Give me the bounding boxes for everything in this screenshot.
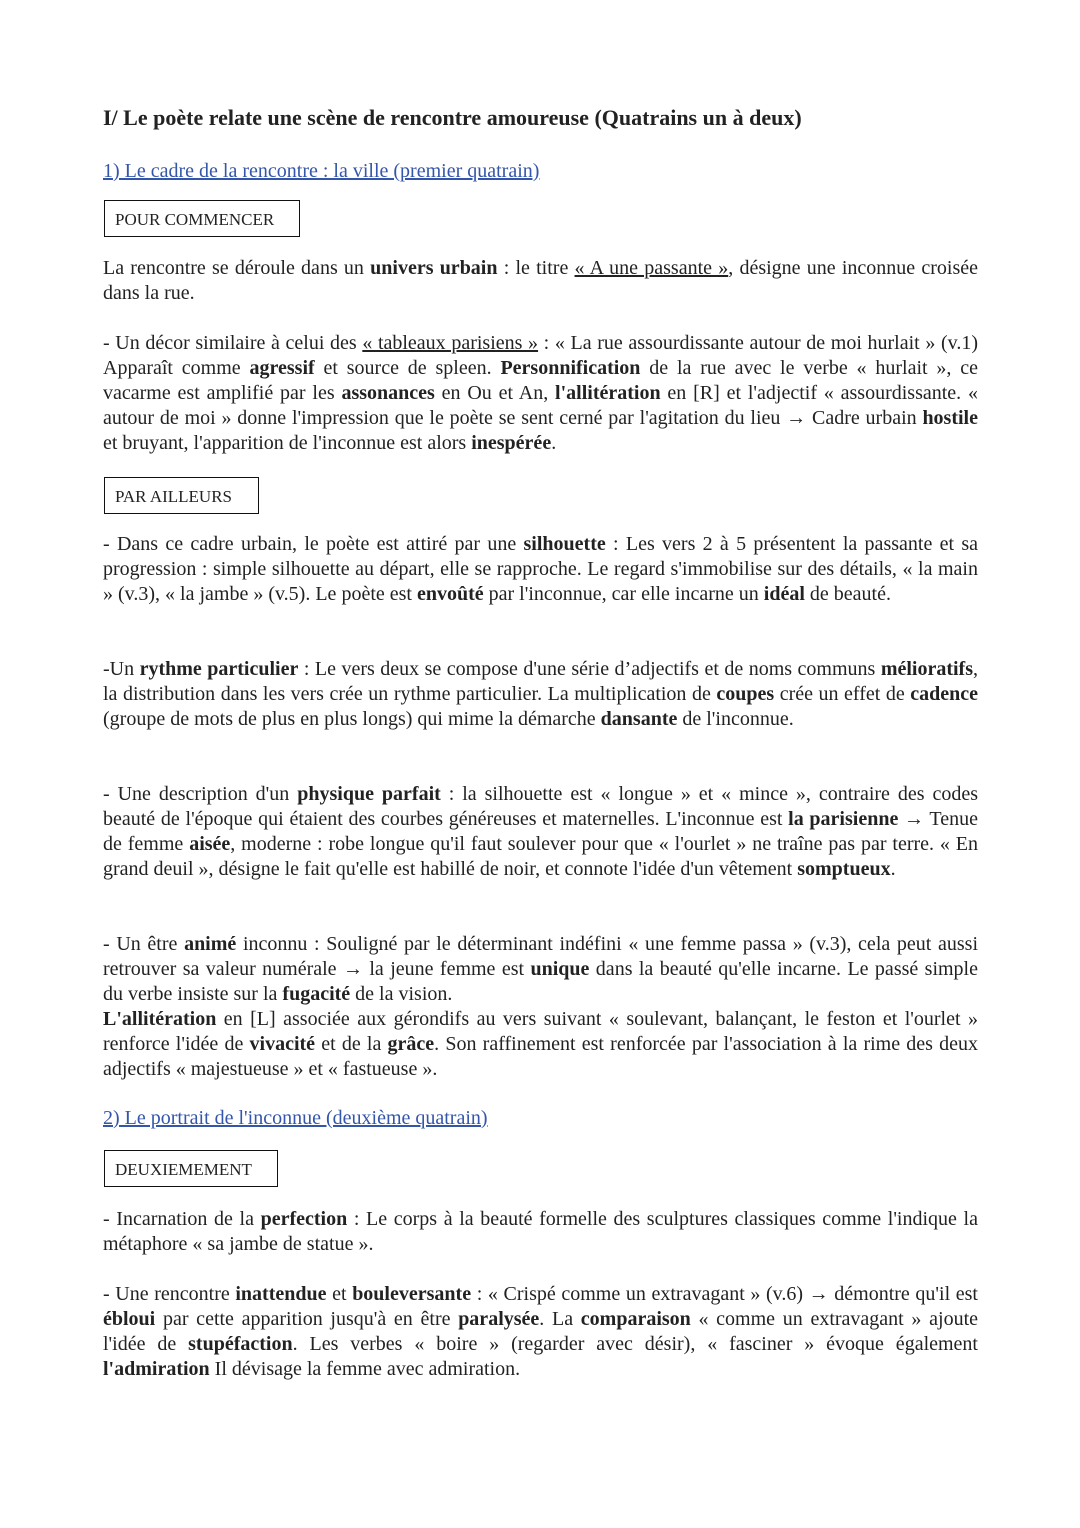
main-heading: I/ Le poète relate une scène de rencontre amoureuse (Quatrains un à deux) <box>103 105 802 130</box>
text-segment: - Une description d'un <box>103 783 298 805</box>
text-segment: crée un effet de <box>774 683 911 705</box>
text-segment: et source de spleen. <box>314 357 501 379</box>
text-segment: inespérée <box>471 432 552 454</box>
text-segment: Il dévisage la femme avec admiration. <box>209 1358 521 1380</box>
text-segment: l'admiration <box>103 1358 210 1380</box>
text-segment: . Son raffinement est renforcée par l'association à la rime des deux adjectifs « majestueuse » et « fastueuse ». <box>103 1033 978 1080</box>
text-segment: hostile <box>922 407 978 429</box>
text-segment: et <box>326 1283 353 1305</box>
paragraph-4 <box>103 657 978 732</box>
text-segment: : « Crispé comme un extravagant » (v.6) → démontre qu'il est <box>471 1283 978 1305</box>
text-segment: . La <box>539 1308 581 1330</box>
text-segment: ébloui <box>103 1308 156 1330</box>
text-segment: fugacité <box>282 983 351 1005</box>
text-segment: , la distribution dans les vers crée un rythme particulier. La multiplication de <box>103 658 978 705</box>
text-segment: comparaison <box>580 1308 691 1330</box>
text-segment: aisée <box>189 833 231 855</box>
text-segment: et de la <box>315 1033 388 1055</box>
text-segment: dans la beauté qu'elle incarne. Le passé simple du verbe insiste sur la <box>103 958 978 1005</box>
paragraph-6 <box>103 932 978 1007</box>
text-segment: « A une passante » <box>574 257 729 279</box>
text-segment: en Ou et An, <box>434 382 556 404</box>
text-segment: L'allitération <box>103 1008 217 1030</box>
text-segment: , moderne : robe longue qu'il faut soulever pour que « l'ourlet » ne traîne pas par terre. « En grand deuil », désigne le fait qu'elle est habillé de noir, et connote l'idée d'un vêtement <box>103 833 979 880</box>
paragraph-5 <box>103 782 978 882</box>
text-segment: envoûté <box>416 583 484 605</box>
text-segment: : le titre <box>497 257 575 279</box>
text-segment: bouleversante <box>352 1283 472 1305</box>
text-segment: : « La rue assourdissante autour de moi hurlait » (v.1) Apparaît comme <box>103 332 979 379</box>
text-segment: « tableaux parisiens » <box>362 332 539 354</box>
text-segment: . Les verbes « boire » (regarder avec désir), « fasciner » évoque également <box>292 1333 978 1355</box>
label-box-par-ailleurs: PAR AILLEURS <box>104 477 259 514</box>
text-segment: mélioratifs <box>880 658 973 680</box>
text-segment: : la silhouette est « longue » et « mince », contraire des codes beauté de l'époque qui étaient des courbes généreuses et maternelles. L'inconnue est <box>103 783 979 830</box>
text-segment: de la vision. <box>350 983 453 1005</box>
text-segment: et bruyant, l'apparition de l'inconnue est alors <box>103 432 472 454</box>
text-segment: en [L] associée aux gérondifs au vers suivant « soulevant, balançant, le feston et l'ourlet » renforce l'idée de <box>103 1008 978 1055</box>
text-segment: vivacité <box>249 1033 316 1055</box>
text-segment: coupes <box>716 683 775 705</box>
text-segment: grâce <box>387 1033 435 1055</box>
text-segment: animé <box>184 933 237 955</box>
text-segment: par l'inconnue, car elle incarne un <box>483 583 764 605</box>
subheading-1[interactable]: 1) Le cadre de la rencontre : la ville (premier quatrain) <box>103 160 540 182</box>
text-segment: , désigne une inconnue croisée dans la rue. <box>103 257 978 304</box>
text-segment: de l'inconnue. <box>677 708 794 730</box>
text-segment: perfection <box>260 1208 348 1230</box>
text-segment: : Le vers deux se compose d'une série d’adjectifs et de noms communs <box>298 658 881 680</box>
text-segment: → Tenue de femme <box>103 808 978 855</box>
text-segment: somptueux <box>797 858 891 880</box>
text-segment: l'allitération <box>555 382 661 404</box>
text-segment: - Un décor similaire à celui des <box>103 332 363 354</box>
paragraph-8 <box>103 1207 978 1257</box>
text-segment: physique parfait <box>297 783 441 805</box>
text-segment: de la rue avec le verbe « hurlait », ce vacarme est amplifié par les <box>103 357 978 404</box>
subheading-2[interactable]: 2) Le portrait de l'inconnue (deuxième quatrain) <box>103 1107 488 1129</box>
text-segment: « comme un extravagant » ajoute l'idée de <box>103 1308 978 1355</box>
paragraph-3 <box>103 532 978 607</box>
text-segment: - Une rencontre <box>103 1283 236 1305</box>
text-segment: idéal <box>763 583 805 605</box>
label-box-deuxiemement: DEUXIEMEMENT <box>104 1150 278 1187</box>
text-segment: inattendue <box>235 1283 327 1305</box>
text-segment: - Un être <box>103 933 185 955</box>
label-box-pour-commencer: POUR COMMENCER <box>104 200 300 237</box>
text-segment: . <box>551 432 557 454</box>
text-segment: silhouette <box>523 533 606 555</box>
text-segment: de beauté. <box>804 583 891 605</box>
text-segment: par cette apparition jusqu'à en être <box>155 1308 459 1330</box>
text-segment: paralysée <box>458 1308 540 1330</box>
text-segment: assonances <box>341 382 435 404</box>
paragraph-7 <box>103 1007 978 1082</box>
text-segment: rythme particulier <box>139 658 299 680</box>
text-segment: unique <box>530 958 590 980</box>
text-segment: La rencontre se déroule dans un <box>103 257 371 279</box>
text-segment: : Le corps à la beauté formelle des sculptures classiques comme l'indique la métaphore « sa jambe de statue ». <box>103 1208 978 1255</box>
text-segment: la parisienne <box>788 808 899 830</box>
text-segment: . <box>890 858 896 880</box>
text-segment: inconnu : Souligné par le déterminant indéfini « une femme passa » (v.3), cela peut aussi retrouver sa valeur numérale → la jeune femme est <box>103 933 978 980</box>
text-segment: agressif <box>249 357 315 379</box>
text-segment: dansante <box>600 708 678 730</box>
text-segment: Personnification <box>500 357 641 379</box>
text-segment: -Un <box>103 658 140 680</box>
text-segment: - Dans ce cadre urbain, le poète est attiré par une <box>103 533 524 555</box>
text-segment: : Les vers 2 à 5 présentent la passante et sa progression : simple silhouette au départ, elle se rapproche. Le regard s'immobilise sur des détails, « la main » (v.3), « la jambe » (v.5). Le poète est <box>103 533 978 605</box>
text-segment: stupéfaction <box>188 1333 293 1355</box>
text-segment: - Incarnation de la <box>103 1208 261 1230</box>
paragraph-1 <box>103 256 978 306</box>
text-segment: cadence <box>910 683 979 705</box>
text-segment: en [R] et l'adjectif « assourdissante. « autour de moi » donne l'impression que le poète se sent cerné par l'agitation du lieu → Cadre urbain <box>103 382 978 429</box>
paragraph-2 <box>103 331 978 456</box>
text-segment: univers urbain <box>370 257 498 279</box>
text-segment: (groupe de mots de plus en plus longs) qui mime la démarche <box>103 708 601 730</box>
paragraph-9 <box>103 1282 978 1382</box>
